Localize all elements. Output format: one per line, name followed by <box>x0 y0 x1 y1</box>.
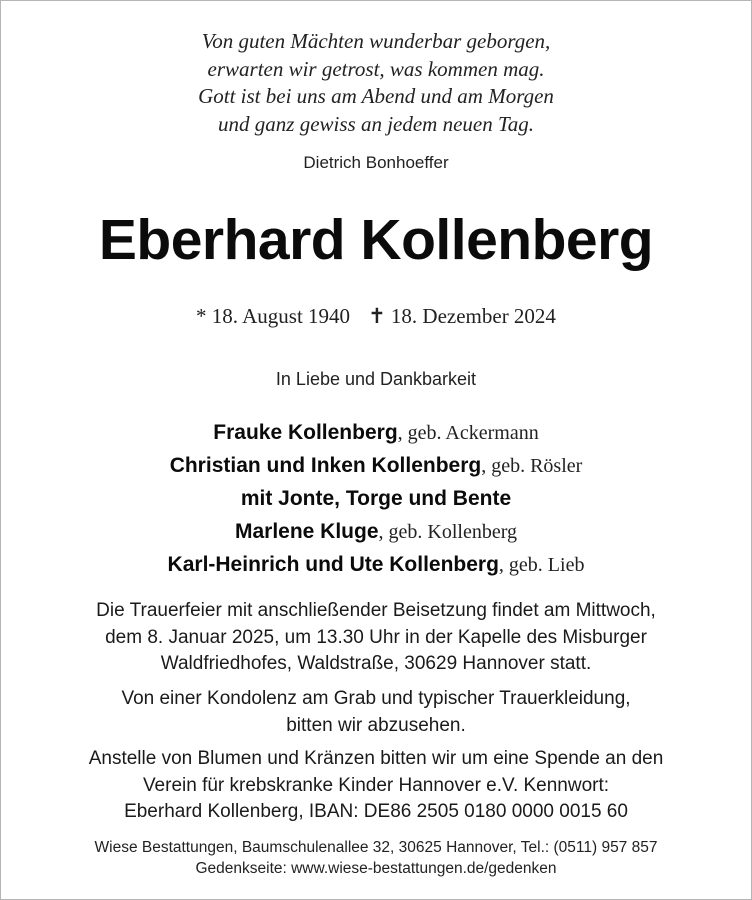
mourners-list <box>1 418 751 583</box>
mourner-name: mit Jonte, Torge und Bente <box>240 487 512 510</box>
mourner-name: Frauke Kollenberg <box>213 421 398 444</box>
poem-author: Dietrich Bonhoeffer <box>303 153 449 172</box>
undertaker-footer <box>1 837 751 879</box>
mourner-row <box>1 517 751 550</box>
condolence-line: Von einer Kondolenz am Grab und typischer Trauerkleidung, <box>121 688 631 709</box>
poem <box>1 28 751 138</box>
funeral-info-line: dem 8. Januar 2025, um 13.30 Uhr in der Kapelle des Misburger <box>105 626 647 648</box>
funeral-info <box>1 598 751 678</box>
memorial-page: Gedenkseite: www.wiese-bestattungen.de/gedenken <box>195 860 557 877</box>
mourner-maiden-name: , geb. Ackermann <box>397 422 539 444</box>
mourner-row <box>1 550 751 583</box>
poem-line: erwarten wir getrost, was kommen mag. <box>207 56 545 81</box>
donation-line: Anstelle von Blumen und Kränzen bitten wir um eine Spende an den <box>88 748 664 769</box>
mourner-name: Karl-Heinrich und Ute Kollenberg <box>167 553 499 576</box>
birth-date: * 18. August 1940 <box>196 304 351 328</box>
mourner-row <box>1 418 751 451</box>
donation-line: Verein für krebskranke Kinder Hannover e.V. Kennwort: <box>142 774 610 796</box>
undertaker-address: Wiese Bestattungen, Baumschulenallee 32, 30625 Hannover, Tel.: (0511) 957 857 <box>94 839 658 856</box>
mourner-maiden-name: , geb. Kollenberg <box>378 521 518 543</box>
death-date: ✝ 18. Dezember 2024 <box>368 304 556 328</box>
poem-line: und ganz gewiss an jedem neuen Tag. <box>218 111 534 136</box>
life-dates <box>1 304 751 329</box>
mourner-name: Christian und Inken Kollenberg <box>169 454 482 477</box>
poem-line: Gott ist bei uns am Abend und am Morgen <box>198 84 554 108</box>
mourner-row <box>1 451 751 484</box>
condolence-line: bitten wir abzusehen. <box>286 714 466 736</box>
condolence-note <box>1 686 751 739</box>
mourner-name: Marlene Kluge <box>234 520 379 543</box>
donation-line: Eberhard Kollenberg, IBAN: DE86 2505 0180 0000 0015 60 <box>124 801 628 822</box>
funeral-info-line: Die Trauerfeier mit anschließender Beisetzung findet am Mittwoch, <box>96 600 656 621</box>
poem-line: Von guten Mächten wunderbar geborgen, <box>201 29 551 53</box>
mourner-maiden-name: , geb. Rösler <box>481 455 583 477</box>
mourner-maiden-name: , geb. Lieb <box>498 554 585 576</box>
deceased-name: Eberhard Kollenberg <box>98 208 654 272</box>
funeral-info-line: Waldfriedhofes, Waldstraße, 30629 Hannover statt. <box>160 653 592 674</box>
mourners-intro: In Liebe und Dankbarkeit <box>275 369 477 389</box>
mourner-row <box>1 484 751 517</box>
donation-note <box>1 746 751 826</box>
